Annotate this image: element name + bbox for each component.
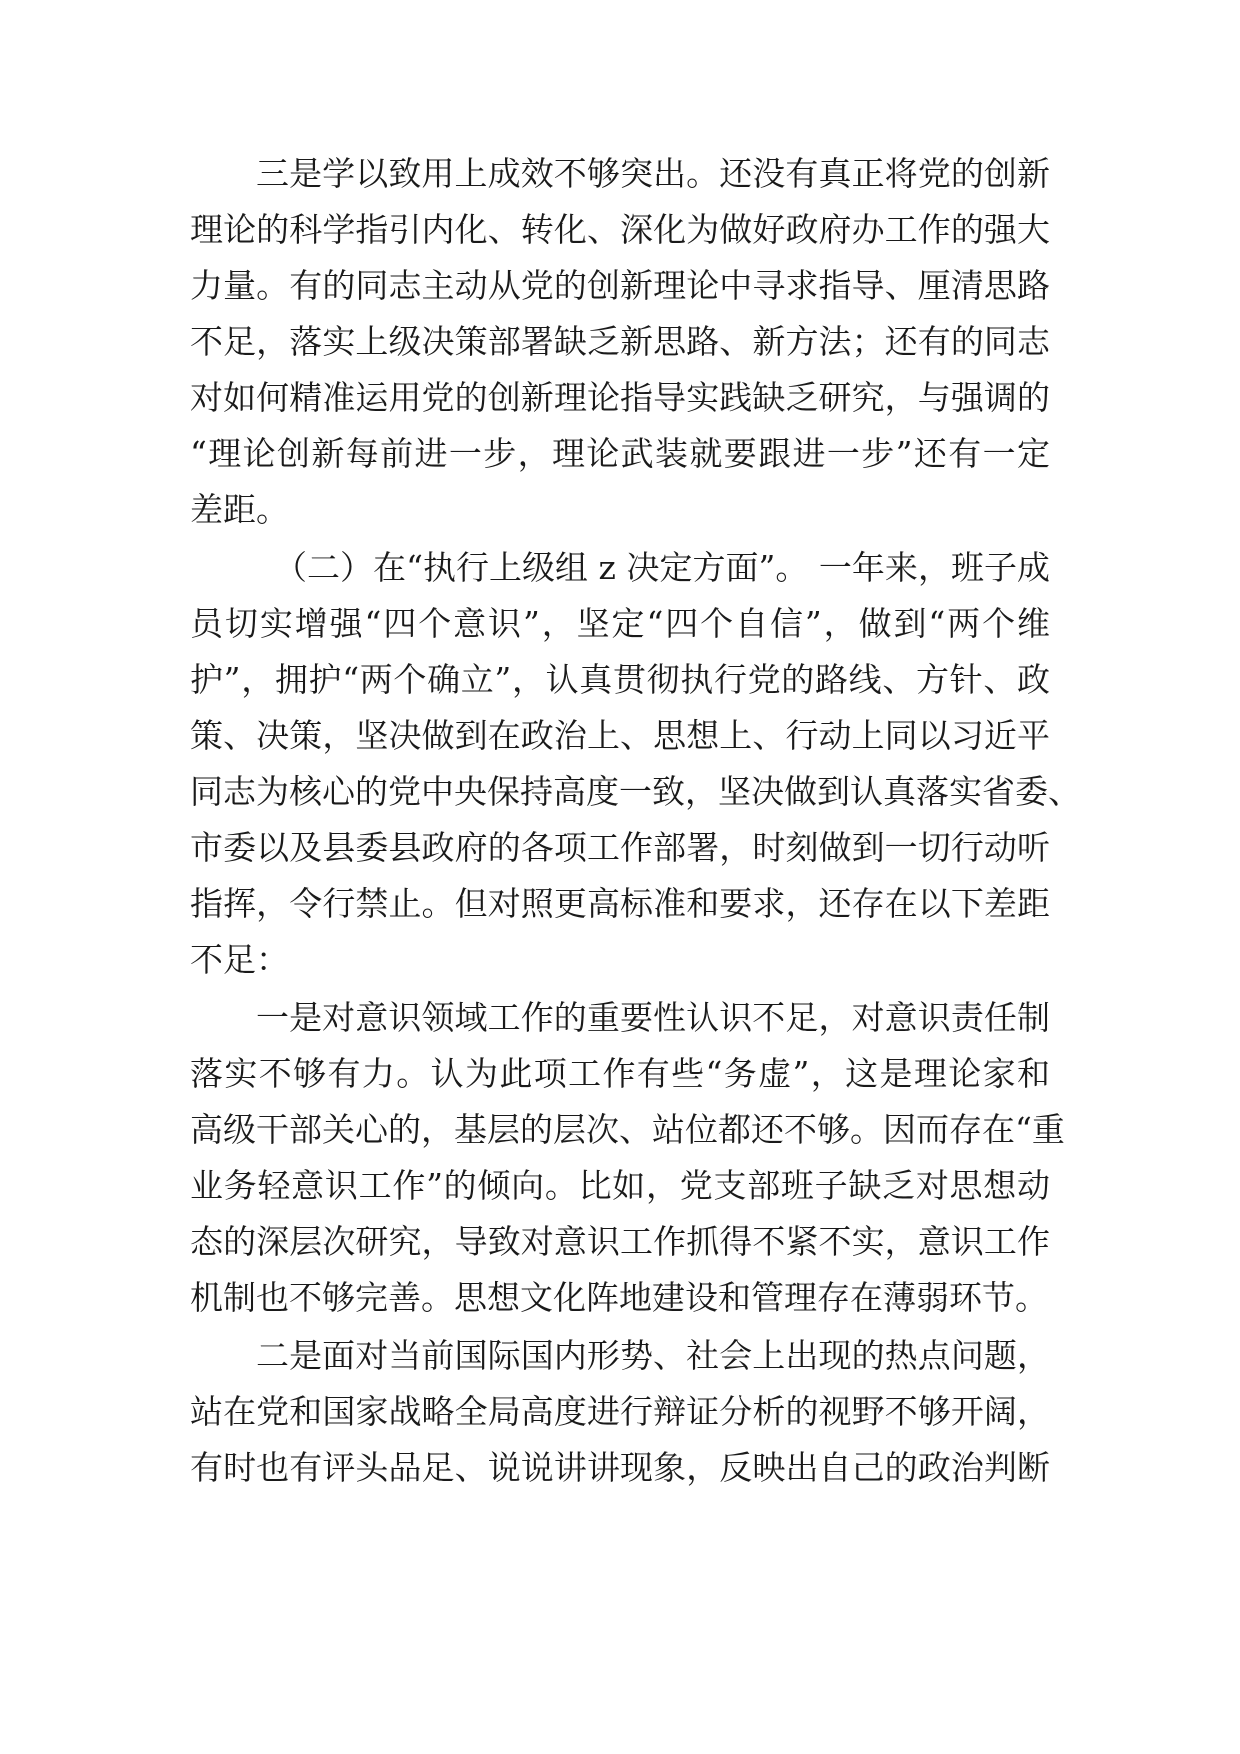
text-line: 市委以及县委县政府的各项工作部署，时刻做到一切行动听 <box>190 828 1050 867</box>
text-line: 落实不够有力。认为此项工作有些“务虚”，这是理论家和 <box>190 1054 1050 1093</box>
text-line: 业务轻意识工作”的倾向。比如，党支部班子缺乏对思想动 <box>190 1166 1050 1205</box>
text-line: 理论的科学指引内化、转化、深化为做好政府办工作的强大 <box>190 210 1050 249</box>
text-line: 差距。 <box>190 490 289 529</box>
text-line: 态的深层次研究，导致对意识工作抓得不紧不实，意识工作 <box>190 1222 1050 1261</box>
text-line: 不足： <box>190 940 289 979</box>
text-line: 不足，落实上级决策部署缺乏新思路、新方法；还有的同志 <box>190 322 1050 361</box>
text-line: 同志为核心的党中央保持高度一致，坚决做到认真落实省委、 <box>190 772 1081 811</box>
text-line: 对如何精准运用党的创新理论指导实践缺乏研究，与强调的 <box>190 378 1050 417</box>
text-line: 员切实增强“四个意识”，坚定“四个自信”，做到“两个维 <box>190 604 1050 643</box>
text-line: 力量。有的同志主动从党的创新理论中寻求指导、厘清思路 <box>190 266 1050 305</box>
text-line: 一是对意识领域工作的重要性认识不足，对意识责任制 <box>256 998 1050 1037</box>
text-line: 二是面对当前国际国内形势、社会上出现的热点问题， <box>256 1336 1050 1375</box>
text-line: 机制也不够完善。思想文化阵地建设和管理存在薄弱环节。 <box>190 1278 1048 1317</box>
text-line: “理论创新每前进一步，理论武装就要跟进一步”还有一定 <box>190 434 1050 473</box>
text-line: 策、决策，坚决做到在政治上、思想上、行动上同以习近平 <box>190 716 1050 755</box>
text-line: 有时也有评头品足、说说讲讲现象，反映出自己的政治判断 <box>190 1448 1050 1487</box>
section-heading-line: （二）在“执行上级组 z 决定方面”。 一年来，班子成 <box>274 548 1050 587</box>
text-line: 三是学以致用上成效不够突出。还没有真正将党的创新 <box>256 154 1050 193</box>
text-line: 指挥，令行禁止。但对照更高标准和要求，还存在以下差距 <box>190 884 1050 923</box>
text-line: 护”，拥护“两个确立”，认真贯彻执行党的路线、方针、政 <box>190 660 1050 699</box>
text-line: 站在党和国家战略全局高度进行辩证分析的视野不够开阔， <box>190 1392 1050 1431</box>
text-line: 高级干部关心的，基层的层次、站位都还不够。因而存在“重 <box>190 1110 1065 1149</box>
